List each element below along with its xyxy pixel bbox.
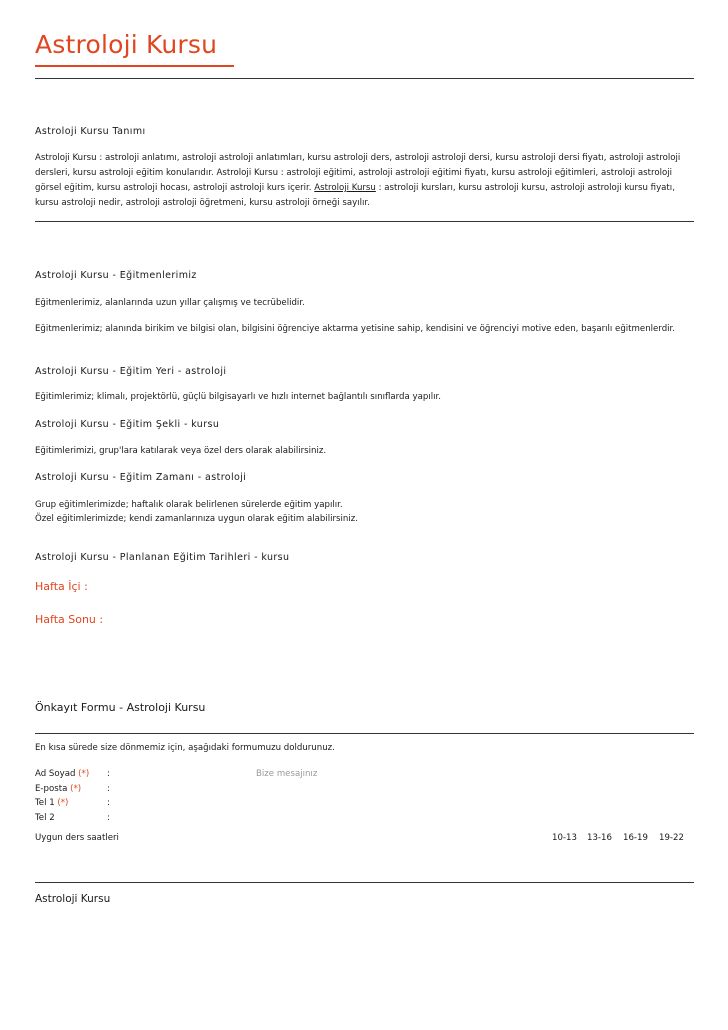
schedule-heading: Astroloji Kursu - Planlanan Eğitim Tarihleri - kursu	[35, 552, 290, 563]
hours-option-10-13[interactable]: 10-13	[552, 833, 577, 843]
description-divider	[35, 221, 694, 222]
instructors-text-2: Eğitmenlerimiz; alanında birikim ve bilgisi olan, bilgisini öğrenciye aktarma yetisine sahip, kendisini ve öğrenciyi motive eden, başarılı eğitmenlerdir.	[35, 324, 676, 334]
email-label: E-posta (*)	[35, 784, 82, 794]
description-paragraph	[35, 151, 694, 211]
format-text: Eğitimlerimizi, grup'lara katılarak veya özel ders olarak alabilirsiniz.	[35, 446, 327, 456]
form-title: Önkayıt Formu - Astroloji Kursu	[35, 701, 206, 714]
hours-option-16-19[interactable]: 16-19	[623, 833, 648, 843]
timing-text-1: Grup eğitimlerimizde; haftalık olarak belirlenen sürelerde eğitim yapılır.	[35, 500, 343, 510]
tel2-label: Tel 2	[35, 813, 55, 823]
required-mark: (*)	[57, 798, 69, 808]
instructors-heading: Astroloji Kursu - Eğitmenlerimiz	[35, 270, 197, 281]
header-divider	[35, 78, 694, 79]
place-text: Eğitimlerimiz; klimalı, projektörlü, güçlü bilgisayarlı ve hızlı internet bağlantılı sınıflarda yapılır.	[35, 392, 441, 402]
form-divider	[35, 733, 694, 734]
message-textarea[interactable]: Bize mesajınız	[256, 769, 318, 779]
required-mark: (*)	[78, 769, 90, 779]
tel1-input[interactable]: :	[107, 798, 110, 808]
required-mark: (*)	[70, 784, 82, 794]
astroloji-kursu-link[interactable]: Astroloji Kursu	[314, 183, 376, 193]
name-label: Ad Soyad (*)	[35, 769, 90, 779]
title-underline	[35, 65, 234, 67]
page-title: Astroloji Kursu	[35, 30, 218, 59]
place-heading: Astroloji Kursu - Eğitim Yeri - astroloji	[35, 366, 227, 377]
description-heading: Astroloji Kursu Tanımı	[35, 126, 146, 137]
description-text-tail: : astroloji kursları, kursu astroloji kursu, astroloji astroloji kursu fiyatı, kursu astroloji nedir, astroloji astroloji öğretmeni, kursu astroloji örneği sayılır.	[35, 183, 675, 208]
timing-heading: Astroloji Kursu - Eğitim Zamanı - astroloji	[35, 472, 247, 483]
hours-option-19-22[interactable]: 19-22	[659, 833, 684, 843]
footer-title: Astroloji Kursu	[35, 893, 111, 905]
tel2-input[interactable]: :	[107, 813, 110, 823]
email-input[interactable]: :	[107, 784, 110, 794]
hours-label: Uygun ders saatleri	[35, 833, 119, 843]
format-heading: Astroloji Kursu - Eğitim Şekli - kursu	[35, 419, 220, 430]
form-intro: En kısa sürede size dönmemiz için, aşağıdaki formumuzu doldurunuz.	[35, 743, 335, 753]
description-text: Astroloji Kursu : astroloji anlatımı, astroloji astroloji anlatımları, kursu astroloji ders, astroloji astroloji dersi, kursu astroloji dersi fiyatı, astroloji astroloji dersleri, kursu astroloji eğitim konularıdır. Astroloji Kursu : astroloji eğitimi, astroloji astroloji eğitimi fiyatı, kursu astroloji eğitimleri, astroloji astroloji görsel eğitim, kursu astroloji hocası, astroloji astroloji kurs içerir.	[35, 153, 681, 193]
timing-text-2: Özel eğitimlerimizde; kendi zamanlarınıza uygun olarak eğitim alabilirsiniz.	[35, 514, 358, 524]
footer-divider	[35, 882, 694, 883]
weekend-label: Hafta Sonu :	[35, 613, 104, 626]
tel1-label: Tel 1 (*)	[35, 798, 69, 808]
instructors-text-1: Eğitmenlerimiz, alanlarında uzun yıllar çalışmış ve tecrübelidir.	[35, 298, 305, 308]
hours-option-13-16[interactable]: 13-16	[587, 833, 612, 843]
weekday-label: Hafta İçi :	[35, 580, 88, 593]
name-input[interactable]: :	[107, 769, 110, 779]
